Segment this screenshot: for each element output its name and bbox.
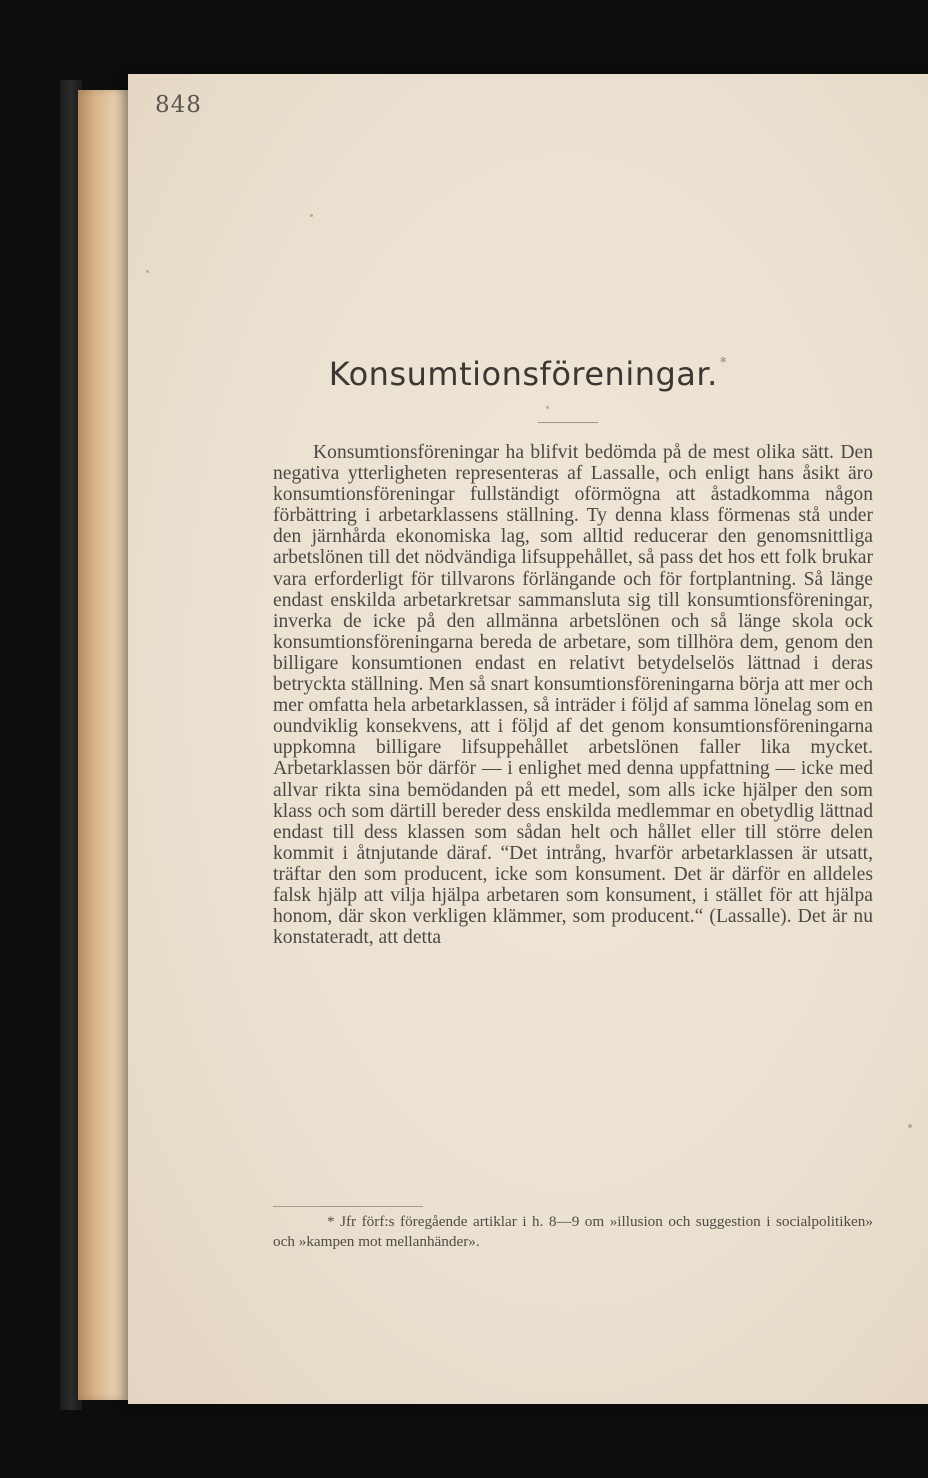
- page-number: 848: [155, 92, 202, 118]
- footnote: * Jfr förf:s föregående artiklar i h. 8—9 om »illusion och suggestion i socialpolitiken» och »kampen mot mellanhänder».: [273, 1213, 873, 1250]
- footnote-divider: [273, 1206, 423, 1207]
- title-divider: [538, 422, 598, 423]
- footnote-marker: *: [719, 355, 728, 371]
- paper-speck: [310, 214, 313, 217]
- paper-speck: [908, 1124, 912, 1128]
- body-paragraph: Konsumtionsföreningar ha blifvit bedömda på de mest olika sätt. Den negativa ytterligheten representeras af Lassalle, och enligt hans åsikt äro konsumtionsföreningar fullständigt oförmögna att åstadkomma någon förbättring i arbetarklassens ställning. Ty denna klass förmenas stå under den järnhårda ekonomiska lag, som alltid reducerar den genomsnittliga arbetslönen till det nödvändiga lifsuppehållet, så pass det hos ett folk brukar vara erforderligt för tillvarons förlängande och för fortplantning. Så länge endast enskilda arbetarkretsar sammansluta sig till konsumtionsföreningar, inverka de icke på den allmänna arbetslönen och så länge skola ock konsumtionsföreningarna bereda de arbetare, som tillhöra dem, genom den billigare konsumtionen endast en relativt betydelselös lättnad i deras betryckta ställning. Men så snart konsumtionsföreningarna börja att mer och mer omfatta hela arbetarklassen, så inträder i följd af samma lönelag som en oundviklig konsekvens, att i följd af det genom konsumtionsföreningarna uppkomna billigare lifsuppehållet arbetslönen faller lika mycket. Arbetarklassen bör därför — i enlighet med denna uppfattning — icke med allvar rikta sina bemödanden på ett medel, som alls icke hjälper den som klass och som därtill bereder dess enskilda medlemmar en obetydlig lättnad endast till dess klassen som sådan helt och hållet eller till större delen kommit i åtnjutande däraf. “Det intrång, hvarför arbetarklassen är utsatt, träftar den som producent, icke som konsument. Det är därför en alldeles falsk hjälp att vilja hjälpa arbetaren som konsument, i stället för att hjälpa honom, där skon verkligen klämmer, som producent.“ (Lassalle). Det är nu konstateradt, att detta: [273, 442, 873, 949]
- paper-speck: [546, 406, 549, 409]
- article-title-text: Konsumtionsföreningar.: [328, 355, 718, 393]
- article-title: [128, 355, 928, 393]
- paper-speck: [146, 270, 149, 273]
- article-body: [273, 442, 873, 948]
